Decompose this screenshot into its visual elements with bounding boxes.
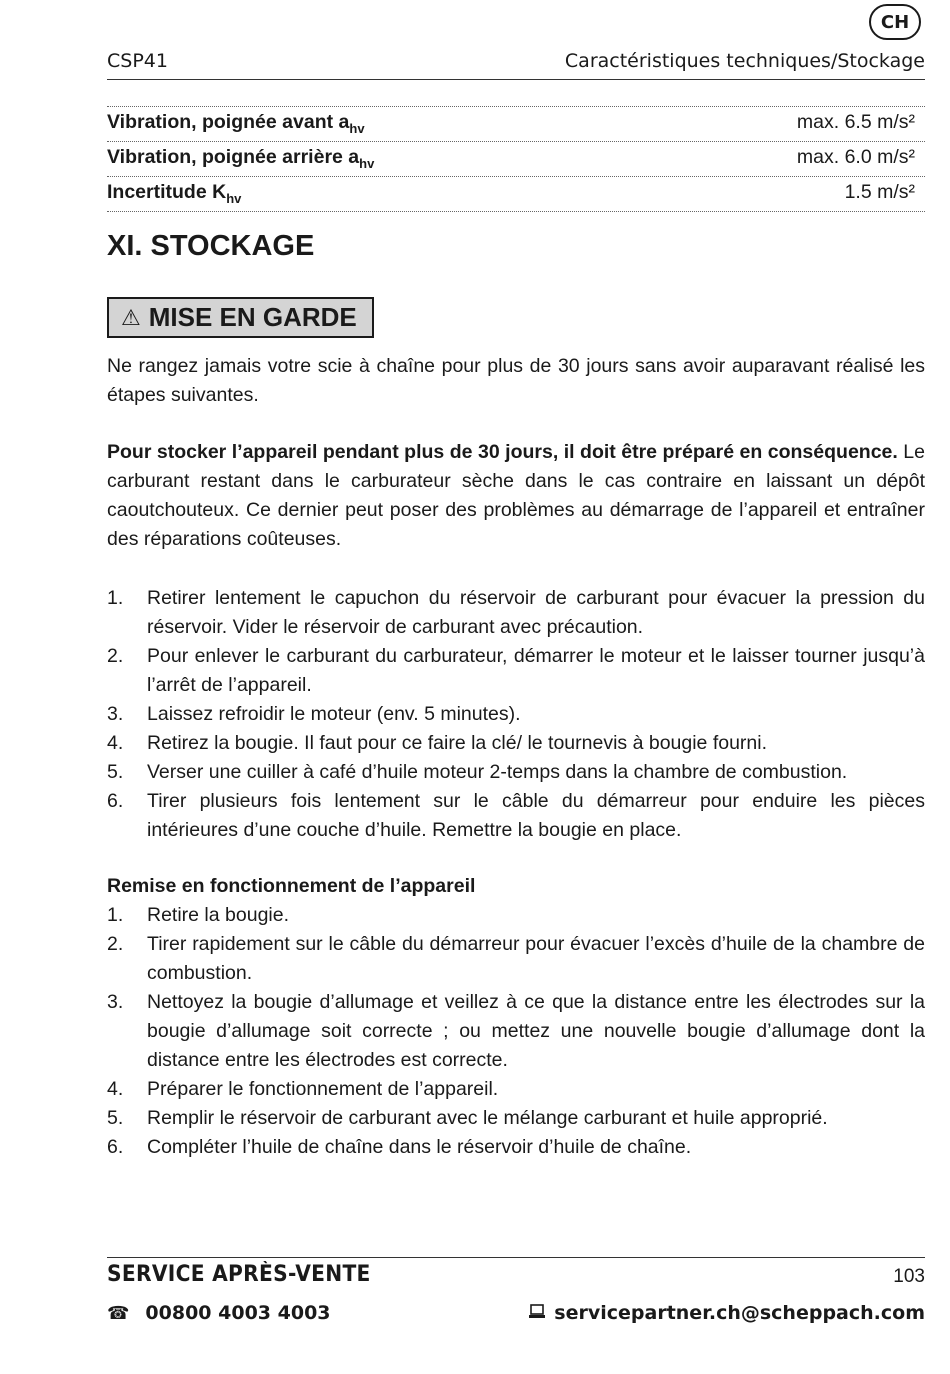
footer-title: SERVICE APRÈS-VENTE [107, 1262, 371, 1287]
list-item: 4. Préparer le fonctionnement de l’appareil. [107, 1078, 499, 1100]
phone-number: 00800 4003 4003 [145, 1302, 331, 1324]
country-badge: CH [869, 4, 921, 40]
warning-triangle-icon: ⚠ [121, 304, 141, 330]
spec-row [107, 142, 925, 177]
telephone-icon: ☎ [107, 1302, 130, 1324]
manual-page [107, 0, 925, 1374]
model-name: CSP41 [107, 50, 168, 72]
spec-value: max. 6.0 m/s² [796, 146, 915, 168]
email-address[interactable]: servicepartner.ch@scheppach.com [554, 1302, 925, 1324]
list-item: 5. Verser une cuiller à café d’huile moteur 2-temps dans la chambre de combustion. [107, 761, 848, 783]
list-item: 6. Tirer plusieurs fois lentement sur le câble du démarreur pour enduire les pièces intérieures d’une couche d’huile. Remettre la bougie en place. [107, 790, 925, 841]
storage-paragraph-bold: Pour stocker l’appareil pendant plus de 30 jours, il doit être préparé en conséquence. [107, 441, 898, 463]
list-item: 6. Compléter l’huile de chaîne dans le réservoir d’huile de chaîne. [107, 1136, 692, 1158]
list-item: 1. Retirer lentement le capuchon du réservoir de carburant pour évacuer la pression du réservoir. Vider le réservoir de carburant avec précaution. [107, 587, 925, 638]
spec-label: Vibration, poignée avant $a_{hv}$ [107, 111, 365, 136]
spec-label: Vibration, poignée arrière $a_{hv}$ [107, 146, 375, 171]
spec-label: Incertitude $K_{hv}$ [107, 181, 242, 206]
storage-paragraph-text: Le carburant restant dans le carburateur sèche dans le cas contraire en laissant un dépôt caoutchouteux. Ce dernier peut poser des problèmes au démarrage de l’appareil et entraîner des réparations coûteuses. [107, 441, 925, 550]
list-item: 2. Pour enlever le carburant du carburateur, démarrer le moteur et le laisser tourner jusqu’à l’arrêt de l’appareil. [107, 645, 925, 696]
spec-value: max. 6.5 m/s² [796, 111, 915, 133]
list-item: 3. Laissez refroidir le moteur (env. 5 minutes). [107, 703, 521, 725]
storage-steps-list [107, 584, 925, 845]
restart-heading: Remise en fonctionnement de l’appareil [107, 875, 476, 897]
list-item: 1. Retire la bougie. [107, 904, 290, 926]
list-item: 3. Nettoyez la bougie d’allumage et veillez à ce que la distance entre les électrodes sur la bougie d’allumage soit correcte ; ou mettez une nouvelle bougie d’allumage dont la distance entre les électrodes est correcte. [107, 991, 925, 1071]
page-number: 103 [893, 1266, 925, 1287]
warning-label: MISE EN GARDE [148, 302, 357, 332]
spec-row [107, 177, 925, 212]
footer-rule [107, 1257, 925, 1258]
header-rule [107, 79, 925, 80]
email-contact [528, 1302, 925, 1324]
computer-icon [528, 1304, 546, 1323]
list-item: 2. Tirer rapidement sur le câble du démarreur pour évacuer l’excès d’huile de la chambre de combustion. [107, 933, 925, 984]
list-item: 5. Remplir le réservoir de carburant avec le mélange carburant et huile approprié. [107, 1107, 828, 1129]
intro-paragraph: Ne rangez jamais votre scie à chaîne pour plus de 30 jours sans avoir auparavant réalisé les étapes suivantes. [107, 355, 925, 406]
section-title: XI. STOCKAGE [107, 230, 315, 262]
list-item: 4. Retirez la bougie. Il faut pour ce faire la clé/ le tournevis à bougie fourni. [107, 732, 768, 754]
spec-table [107, 106, 925, 212]
spec-value: 1.5 m/s² [844, 181, 915, 203]
storage-paragraph [107, 438, 925, 554]
spec-row [107, 107, 925, 142]
section-header: Caractéristiques techniques/Stockage [564, 50, 925, 72]
warning-box [107, 297, 374, 338]
restart-steps-list [107, 901, 925, 1162]
phone-contact [107, 1302, 331, 1324]
